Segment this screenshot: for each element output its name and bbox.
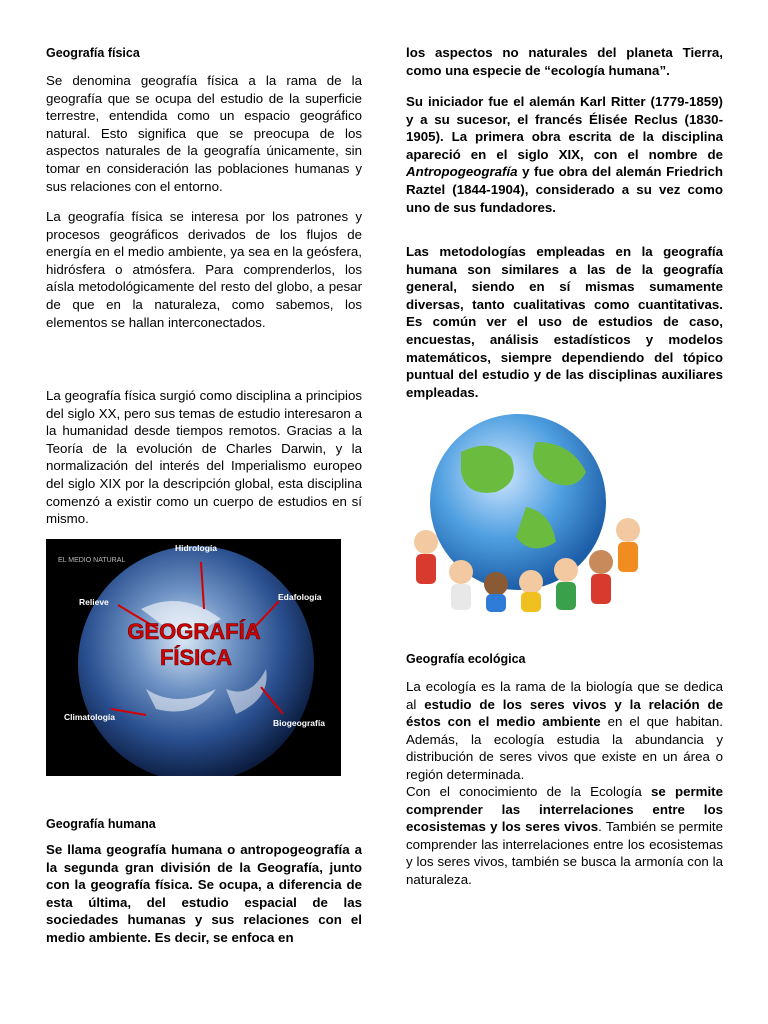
label-climatologia: Climatología [64,712,116,722]
figure-corner-label: EL MEDIO NATURAL [58,557,126,564]
paragraph: los aspectos no naturales del planeta Tierra, como una especie de “ecología humana”. [406,45,723,78]
paragraph: Con el conocimiento de la Ecología se permite comprender las interrelaciones entre los ecosistemas y los seres vivos. También se permite comprender las interrelaciones entre los ecosistemas y los seres vivos, también se busca la armonía con la naturaleza. [406,784,723,887]
paragraph: Su iniciador fue el alemán Karl Ritter (1779-1859) y a su sucesor, el francés Élisée Reclus (1830-1905). La primera obra escrita de la disciplina apareció en el siglo XIX, con el nombre de Antropogeografía y fue obra del alemán Friedrich Raztel (1844-1904), considerado a su vez como uno de sus fundadores. [406,94,723,215]
heading-geografia-fisica: Geografía física [46,46,140,60]
paragraph: La geografía física se interesa por los patrones y procesos geográficos derivados de los flujos de energía en el medio ambiente, ya sea en la geósfera, hidrósfera o atmósfera. Para comprenderlos, los aísla metodológicamente del resto del globo, a pesar de que en la naturaleza, como sabemos, los elementos se hallan interconectados. [46,209,362,330]
label-hidrologia: Hidrología [174,543,218,553]
paragraph: La ecología es la rama de la biología que se dedica al estudio de los seres vivos y la relación de éstos con el medio ambiente en el que habitan. Además, la ecología estudia la abundancia y distribución de seres vivos que existe en un área o región determinada. [406,679,724,782]
paragraph: Se denomina geografía física a la rama de la geografía que se ocupa del estudio de la superficie terrestre, entendida como un espacio geográfico natural. Esto significa que se preocupa de los aspectos naturales de la geografía únicamente, sin tomar en consideración las poblaciones humanas y sus relaciones con el entorno. [46,73,362,194]
figure-title-line1: GEOGRAFÍA [127,619,261,644]
paragraph: La geografía física surgió como disciplina a principios del siglo XX, pero sus temas de estudio interesaron a la humanidad desde tiempos remotos. Gracias a la Teoría de la evolución de Charles Darwin, y la normalización del interés del Imperialismo europeo del siglo XIX por la descripción global, esta disciplina comenzó a existir como un cuerpo de estudios en sí mismo. [46,388,362,527]
heading-geografia-humana: Geografía humana [46,817,156,831]
children-around-globe-image [406,412,646,612]
figure-title-line2: FÍSICA [159,645,233,670]
heading-geografia-ecologica: Geografía ecológica [406,652,526,666]
label-biogeografia: Biogeografía [273,718,325,728]
paragraph: Las metodologías empleadas en la geografía humana son similares a las de la geografía general, siendo en sí mismas sumamente diversas, tanto cualitativas como cuantitativas. Es común ver el uso de estudios de caso, encuestas, análisis estadísticos y modelos matemáticos, siempre dependiendo del tópico puntual del estudio y de las disciplinas auxiliares empleadas. [406,244,723,400]
geografia-fisica-figure [46,539,341,776]
label-relieve: Relieve [79,597,109,607]
label-edafologia: Edafología [278,592,322,602]
paragraph: Se llama geografía humana o antropogeografía a la segunda gran división de la Geografía, junto con la geografía física. Se ocupa, a diferencia de esta última, del estudio espacial de las sociedades humanas y sus relaciones con el medio ambiente. Es decir, se enfoca en [46,842,362,945]
